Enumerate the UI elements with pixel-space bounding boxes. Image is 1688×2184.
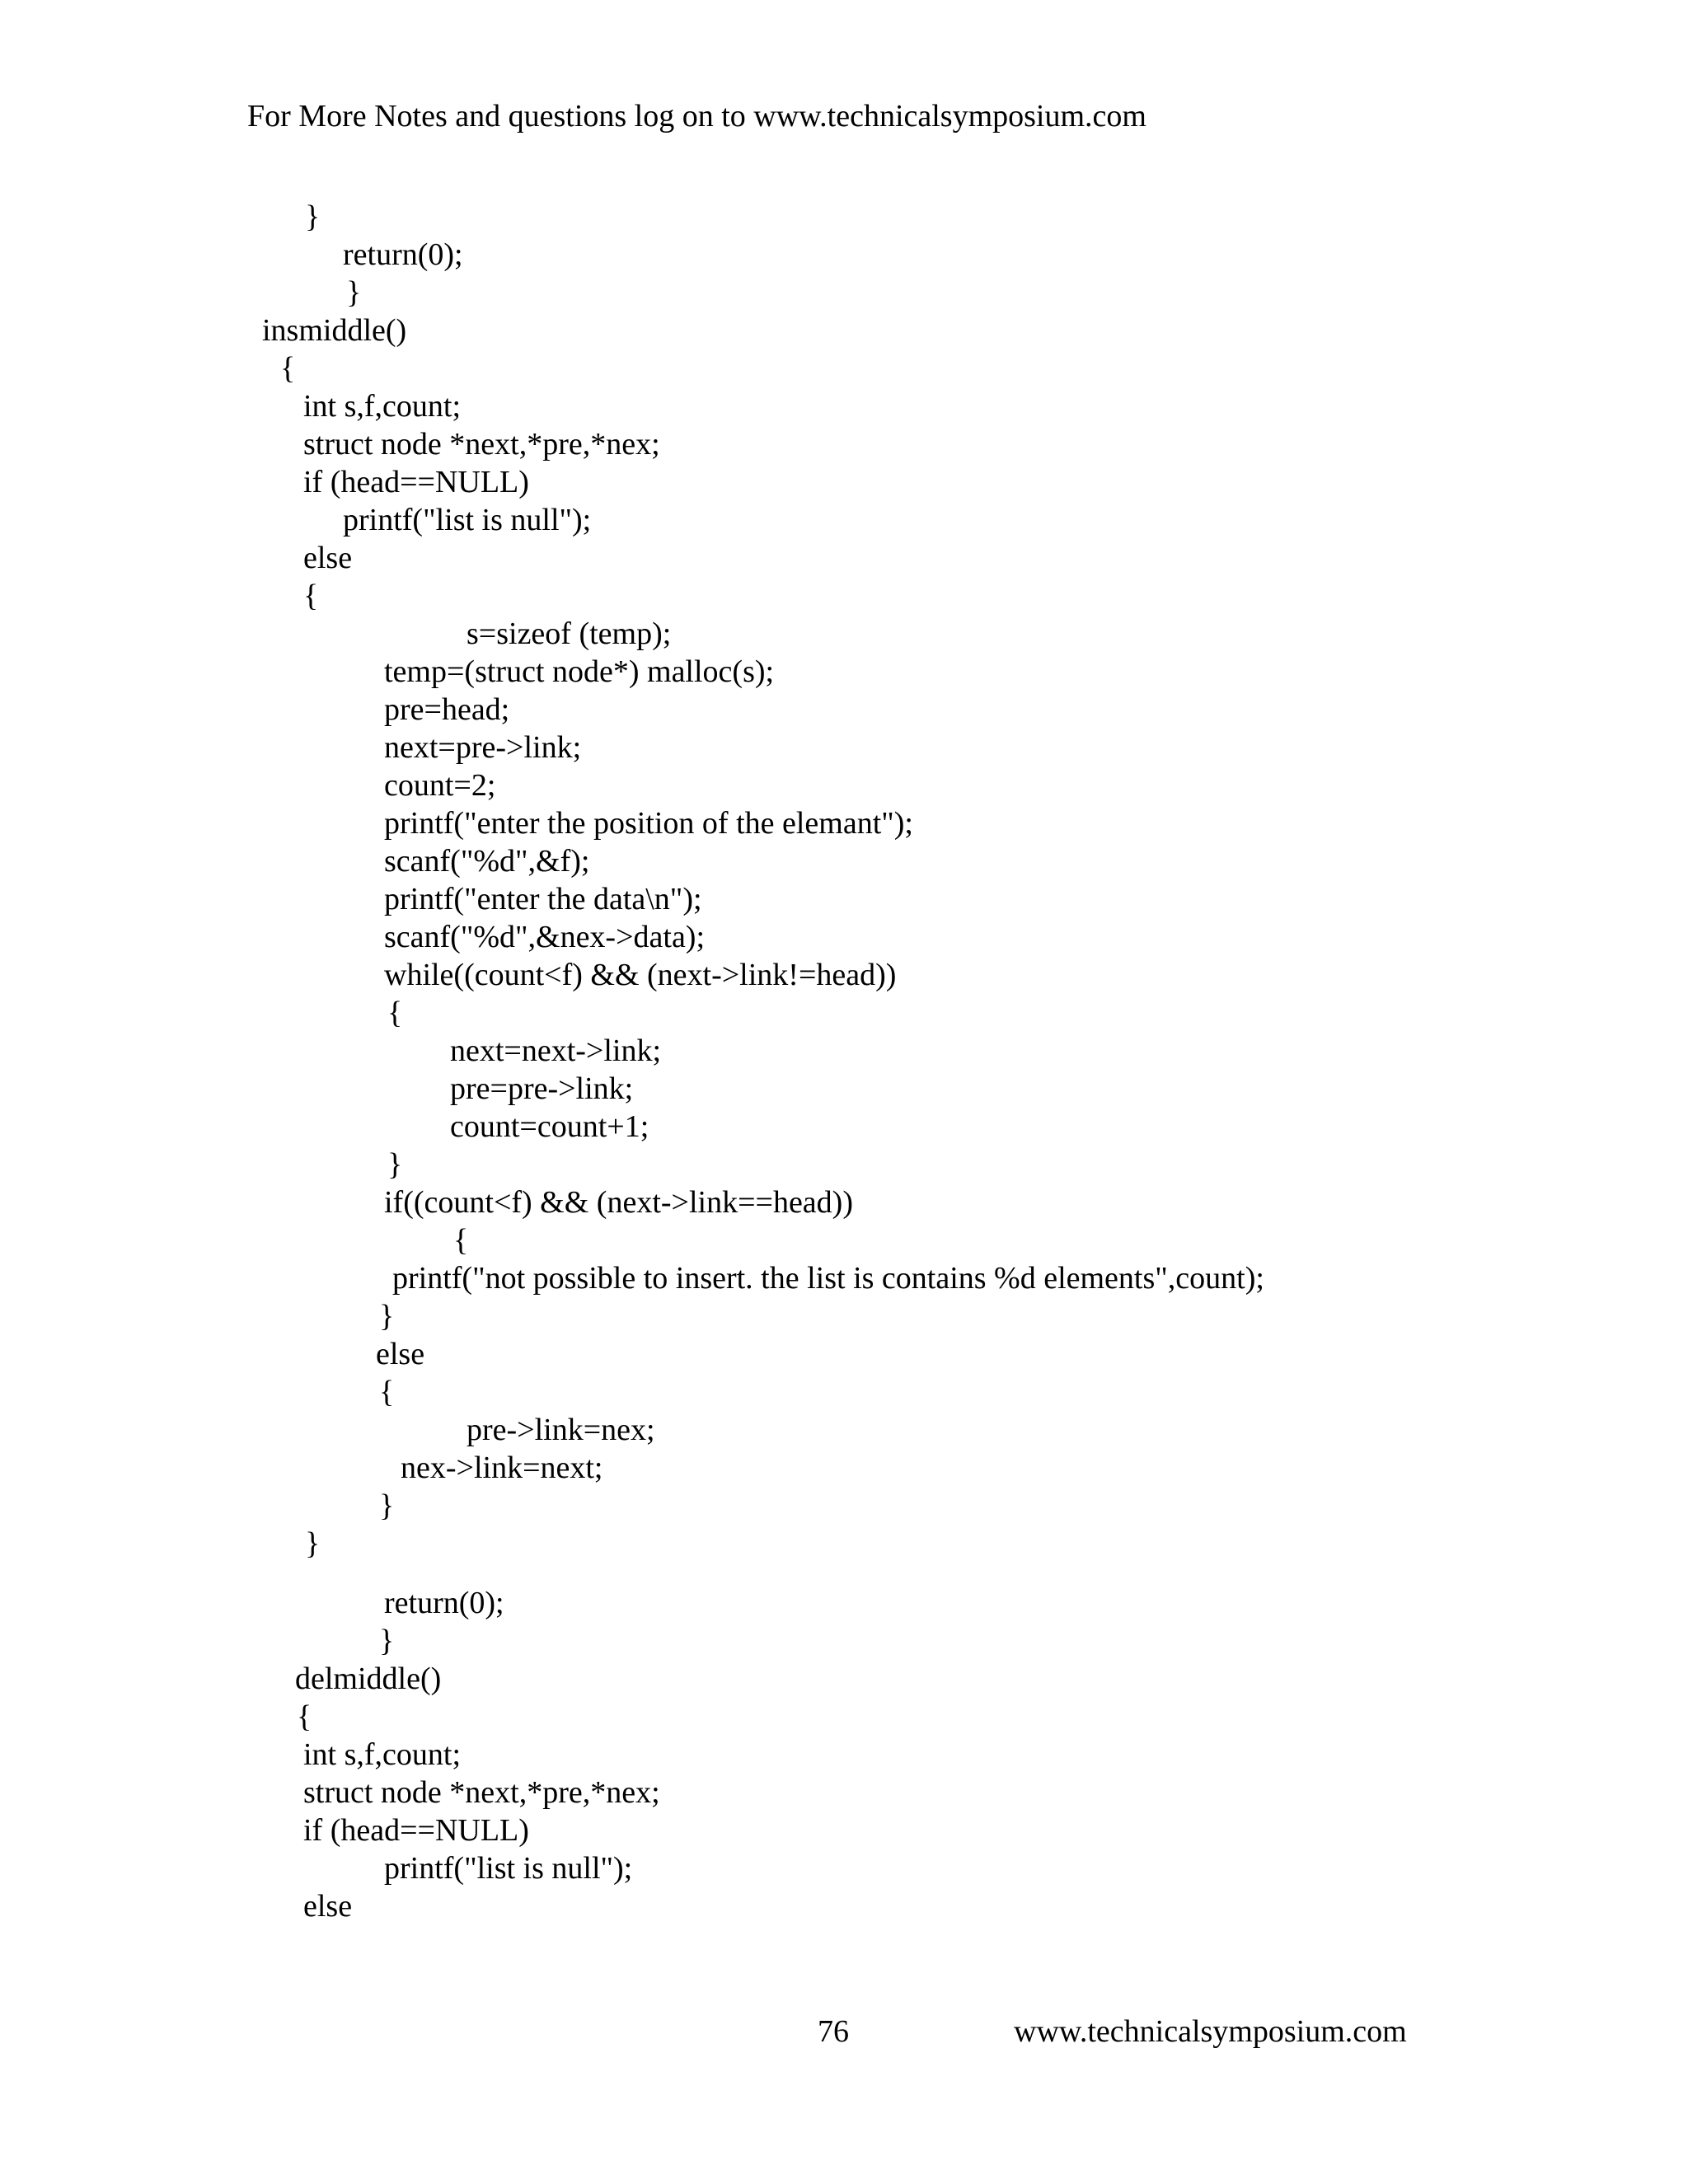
code-line: { bbox=[453, 1223, 469, 1258]
code-line: { bbox=[303, 579, 319, 613]
code-line: int s,f,count; bbox=[303, 389, 462, 424]
code-line: insmiddle() bbox=[262, 313, 407, 348]
code-line: { bbox=[387, 996, 403, 1030]
code-line: } bbox=[379, 1624, 395, 1658]
code-line: nex->link=next; bbox=[401, 1451, 603, 1485]
code-line: printf("list is null"); bbox=[343, 503, 592, 537]
code-line: struct node *next,*pre,*nex; bbox=[303, 427, 660, 462]
code-line: pre=head; bbox=[384, 692, 510, 727]
code-line: } bbox=[387, 1147, 403, 1182]
code-line: printf("enter the position of the elemant"); bbox=[384, 806, 913, 841]
code-line: if (head==NULL) bbox=[303, 465, 529, 499]
code-line: pre->link=nex; bbox=[467, 1413, 655, 1447]
page-number: 76 bbox=[818, 2014, 849, 2049]
code-line: return(0); bbox=[343, 237, 463, 272]
footer-site-link[interactable]: www.technicalsymposium.com bbox=[1014, 2014, 1407, 2049]
code-line: printf("list is null"); bbox=[384, 1851, 633, 1886]
code-line: if((count<f) && (next->link==head)) bbox=[384, 1185, 853, 1220]
code-line: } bbox=[346, 275, 362, 310]
code-line: if (head==NULL) bbox=[303, 1813, 529, 1848]
code-line: else bbox=[376, 1337, 425, 1371]
code-line: next=next->link; bbox=[450, 1033, 662, 1068]
code-line: else bbox=[303, 1889, 353, 1924]
page-header: For More Notes and questions log on to www.technicalsymposium.com bbox=[247, 99, 1146, 134]
code-line: next=pre->link; bbox=[384, 730, 582, 765]
code-line: s=sizeof (temp); bbox=[467, 616, 672, 651]
code-line: } bbox=[305, 199, 321, 234]
code-line: count=count+1; bbox=[450, 1109, 649, 1144]
code-line: { bbox=[280, 351, 296, 386]
code-line: else bbox=[303, 541, 353, 575]
code-line: struct node *next,*pre,*nex; bbox=[303, 1775, 660, 1810]
code-line: pre=pre->link; bbox=[450, 1071, 634, 1106]
code-line: count=2; bbox=[384, 768, 496, 803]
code-line: int s,f,count; bbox=[303, 1737, 462, 1772]
code-line: } bbox=[305, 1526, 321, 1561]
code-line: printf("enter the data\n"); bbox=[384, 882, 702, 916]
code-line: printf("not possible to insert. the list is contains %d elements",count); bbox=[392, 1261, 1264, 1296]
code-line: delmiddle() bbox=[295, 1661, 442, 1696]
code-line: while((count<f) && (next->link!=head)) bbox=[384, 958, 897, 992]
code-line: } bbox=[379, 1299, 395, 1333]
code-line: { bbox=[379, 1375, 395, 1409]
code-line: { bbox=[297, 1699, 312, 1734]
code-line: return(0); bbox=[384, 1586, 504, 1620]
code-line: } bbox=[379, 1488, 395, 1523]
code-line: temp=(struct node*) malloc(s); bbox=[384, 654, 775, 689]
code-line: scanf("%d",&f); bbox=[384, 844, 590, 879]
code-line: scanf("%d",&nex->data); bbox=[384, 920, 706, 954]
